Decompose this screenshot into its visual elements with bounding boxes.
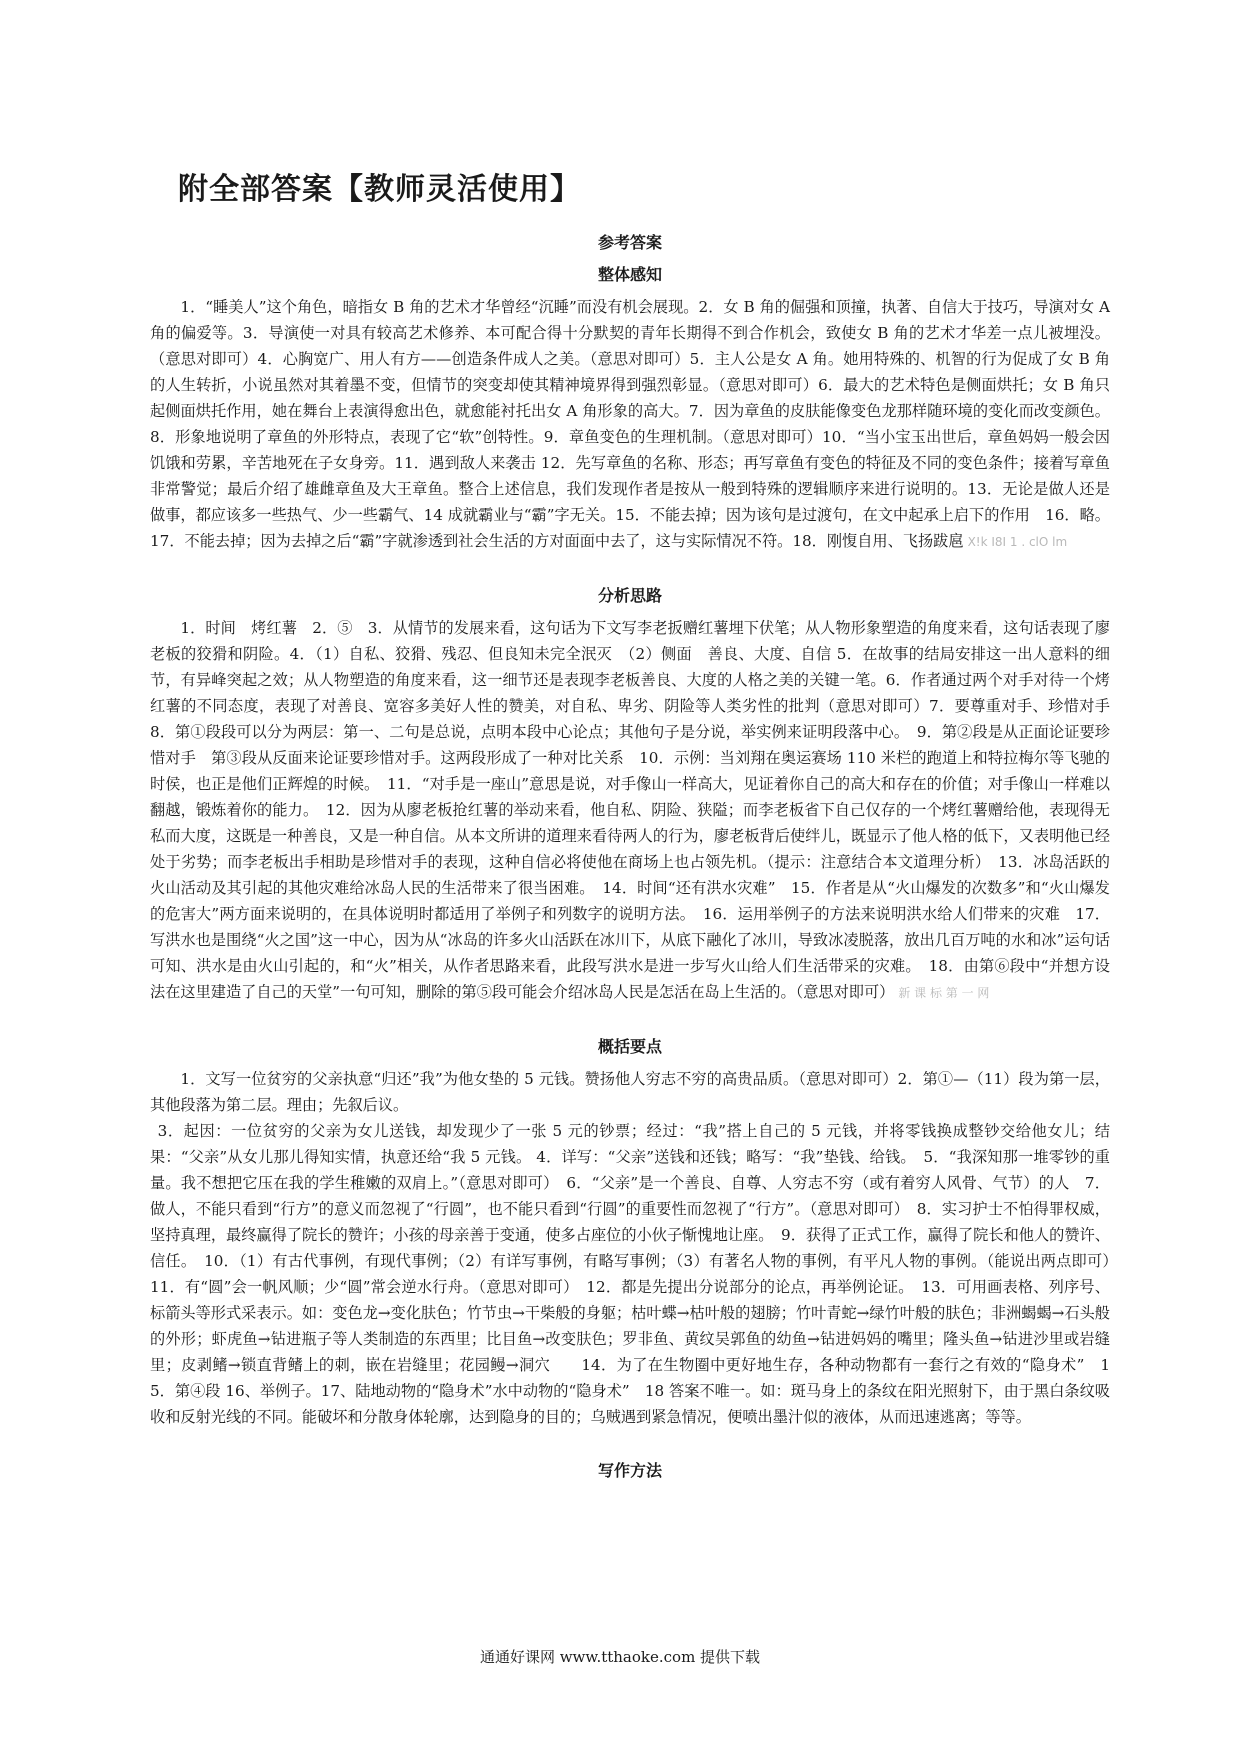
- section-heading-analysis: 分析思路: [597, 586, 662, 605]
- answer-content: [150, 226, 1126, 1490]
- section-heading-writing: 写作方法: [597, 1461, 662, 1480]
- document-title: 附全部答案【教师灵活使用】: [178, 172, 581, 207]
- section-overall-perception: [150, 264, 1110, 555]
- answer-heading: 参考答案: [597, 233, 662, 252]
- section-body-key-points-1: 1．文写一位贫穷的父亲执意“归还”我”为他女垫的 5 元钱。赞扬他人穷志不穷的高贵品质。（意思对即可）2．第①—（11）段为第一层，其他段落为第二层。理由；先叙后议。: [150, 1070, 1110, 1114]
- section-body-analysis: [150, 615, 1126, 1006]
- page-footer: 通通好课网 www.tthaoke.com 提供下载: [479, 1648, 761, 1666]
- faded-site-text: 新 课 标 第 一 网: [898, 986, 990, 1000]
- section-text-overall: 1．“睡美人”这个角色，暗指女 B 角的艺术才华曾经“沉睡”而没有机会展现。2．女 B 角的倔强和顶撞，执著、自信大于技巧，导演对女 A 角的偏爱等。3．导演使一对具有较高艺术修养、本可配合得十分默契的青年长期得不到合作机会，致使女 B 角的艺术才华差一点儿被埋没。（意思对即可）4．心胸宽广、用人有方——创造条件成人之美。（意思对即可）5．主人公是女 A 角。她用特殊的、机智的行为促成了女 B 角的人生转折，小说虽然对其着墨不变，但情节的突变却使其精神境界得到强烈彰显。（意思对即可）6．最大的艺术特色是侧面烘托；女 B 角只起侧面烘托作用，她在舞台上表演得愈出色，就愈能衬托出女 A 角形象的高大。7．因为章鱼的皮肤能像变色龙那样随环境的变化而改变颜色。8．形象地说明了章鱼的外形特点，表现了它“软”创特性。9．章鱼变色的生理机制。（意思对即可）10．“当小宝玉出世后，章鱼妈妈一般会因饥饿和劳累，辛苦地死在子女身旁。11．遇到敌人来袭击 12．先写章鱼的名称、形态；再写章鱼有变色的特征及不同的变色条件；接着写章鱼非常警觉；最后介绍了雄雌章鱼及大王章鱼。整合上述信息，我们发现作者是按从一般到特殊的逻辑顺序来进行说明的。13．无论是做人还是做事，都应该多一些热气、少一些霸气、14 成就霸业与“霸”字无关。15．不能去掉；因为该句是过渡句，在文中起承上启下的作用 16．略。17．不能去掉；因为去掉之后“霸”字就渗透到社会生活的方对面面中去了，这与实际情况不符。18．刚愎自用、飞扬跋扈: [150, 298, 1110, 550]
- section-heading-overall: 整体感知: [597, 265, 662, 284]
- faded-watermark-text: X!k I8I 1 . clO lm: [967, 535, 1068, 549]
- section-body-key-points-2: 3．起因：一位贫穷的父亲为女儿送钱，却发现少了一张 5 元的钞票；经过：“我”搭上自己的 5 元钱，并将零钱换成整钞交给他女儿；结果：“父亲”从女儿那儿得知实情，执意还给“我 5 元钱。 4．详写：“父亲”送钱和还钱；略写：“我”垫钱、给钱。 5．“我深知那一堆零钞的重量。我不想把它压在我的学生稚嫩的双肩上。”（意思对即可） 6．“父亲”是一个善良、自尊、人穷志不穷（或有着穷人风骨、气节）的人 7．做人，不能只看到“行方”的意义而忽视了“行圆”，也不能只看到“行圆”的重要性而忽视了“行方”。（意思对即可） 8．实习护士不怕得罪权威，坚持真理，最终赢得了院长的赞许；小孩的母亲善于变通，使多占座位的小伙子惭愧地让座。 9．获得了正式工作，赢得了院长和他人的赞许、信任。 10．（1）有古代事例，有现代事例；（2）有详写事例，有略写事例；（3）有著名人物的事例，有平凡人物的事例。（能说出两点即可） 11．有“圆”会一帆风顺；少“圆”常会逆水行舟。（意思对即可） 12．都是先提出分说部分的论点，再举例论证。 13．可用画表格、列序号、标箭头等形式采表示。如：变色龙→变化肤色；竹节虫→干柴般的身躯；枯叶蝶→枯叶般的翅膀；竹叶青蛇→绿竹叶般的肤色；非洲蝎蝎→石头般的外形；虾虎鱼→钻进瓶子等人类制造的东西里；比目鱼→改变肤色；罗非鱼、黄纹吴郭鱼的幼鱼→钻进妈妈的嘴里；隆头鱼→钻进沙里或岩缝里；皮剥鳍→锁直背鳍上的刺，嵌在岩缝里；花园鳗→洞穴 14．为了在生物圈中更好地生存，各种动物都有一套行之有效的“隐身术” 15．第④段 16、举例子。17、陆地动物的“隐身术”水中动物的“隐身术” 18 答案不唯一。如：斑马身上的条纹在阳光照射下，由于黑白条纹吸收和反射光线的不同。能破坏和分散身体轮廓，达到隐身的目的；乌贼遇到紧急情况，便喷出墨汁似的液体，从而迅速逃离；等等。: [150, 1122, 1126, 1426]
- section-text-analysis: 1．时间 烤红薯 2．⑤ 3．从情节的发展来看，这句话为下文写李老扳赠红薯埋下伏笔；从人物形象塑造的角度来看，这句话表现了廖老板的狡猾和阴险。4．（1）自私、狡猾、残忍、但良知未完全泯灭 （2）侧面 善良、大度、自信 5．在故事的结局安排这一出人意料的细节，有异峰突起之效；从人物塑造的角度来看，这一细节还是表现李老板善良、大度的人格之美的关键一笔。6．作者通过两个对手对待一个烤红薯的不同态度，表现了对善良、宽容多美好人性的赞美，对自私、卑劣、阴险等人类劣性的批判（意思对即可）7．要尊重对手、珍惜对手 8．第①段段可以分为两层：第一、二句是总说，点明本段中心论点；其他句子是分说，举实例来证明段落中心。 9．第②段是从正面论证要珍惜对手 第③段从反面来论证要珍惜对手。这两段形成了一种对比关系 10．示例：当刘翔在奥运赛场 110 米栏的跑道上和特拉梅尔等飞驰的时侯，也正是他们正辉煌的时候。 11．“对手是一座山”意思是说，对手像山一样高大，见证着你自己的高大和存在的价值；对手像山一样难以翻越，锻炼着你的能力。 12．因为从廖老板抢红薯的举动来看，他自私、阴险、狭隘；而李老板省下自己仅存的一个烤红薯赠给他，表现得无私而大度，这既是一种善良，又是一种自信。从本文所讲的道理来看待两人的行为，廖老板背后使绊儿，既显示了他人格的低下，又表明他已经处于劣势；而李老板出手相助是珍惜对手的表现，这种自信必将使他在商场上也占领先机。（提示：注意结合本文道理分析） 13．冰岛活跃的火山活动及其引起的其他灾难给冰岛人民的生活带来了很当困难。 14．时间“还有洪水灾难” 15．作者是从“火山爆发的次数多”和“火山爆发的危害大”两方面来说明的，在具体说明时都适用了举例子和列数字的说明方法。 16．运用举例子的方法来说明洪水给人们带来的灾难 17．写洪水也是围绕“火之国”这一中心，因为从“冰岛的许多火山活跃在冰川下，从底下融化了冰川，导致冰凌脱落，放出几百万吨的水和冰”运句话可知、洪水是由火山引起的，和“火”相关，从作者思路来看，此段写洪水是进一步写火山给人们生活带采的灾难。 18．由第⑥段中“并想方设法在这里建造了自己的天堂”一句可知，删除的第⑤段可能会介绍冰岛人民是怎活在岛上生活的。（意思对即可）: [150, 619, 1126, 1001]
- section-heading-key-points: 概括要点: [597, 1037, 662, 1056]
- section-analysis: [150, 585, 1126, 1006]
- section-key-points: [150, 1036, 1126, 1430]
- section-body-overall: [150, 294, 1110, 555]
- section-writing-method: [150, 1460, 1110, 1482]
